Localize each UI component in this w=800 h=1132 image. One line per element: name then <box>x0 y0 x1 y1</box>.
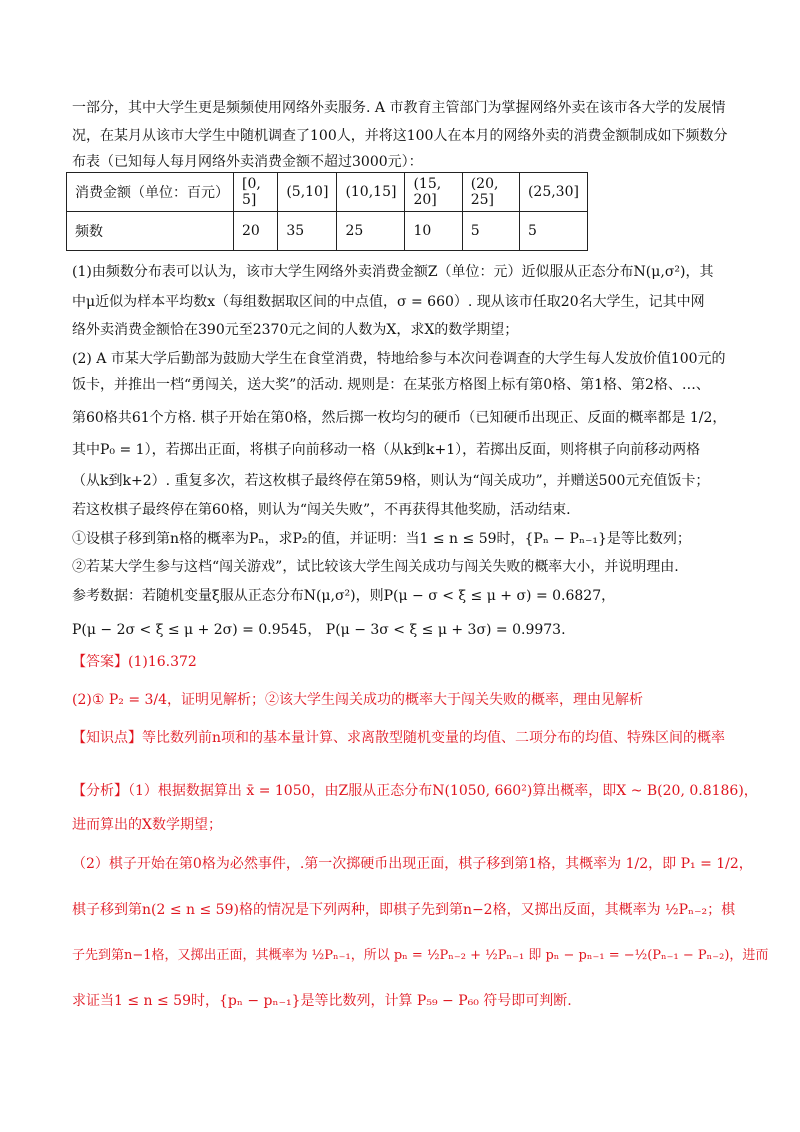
intro-line-1: 一部分，其中大学生更是频频使用网络外卖服务. A 市教育主管部门为掌握网络外卖在该市各大学的发展情 <box>72 100 726 116</box>
analysis-line-4: 棋子移到第n(2 ≤ n ≤ 59)格的情况是下列两种，即棋子先到第n−2格，又掷出反面，其概率为 ½Pₙ₋₂；棋 <box>72 902 736 918</box>
question-line-8: （从k到k+2）. 重复多次，若这枚棋子最终停在第59格，则认为“闯关成功”，并赠送500元充值饭卡； <box>72 473 710 489</box>
analysis-line-1: 【分析】（1）根据数据算出 x̄ = 1050，由Z服从正态分布N(1050, 660²)算出概率，即X ~ B(20, 0.8186)， <box>72 783 758 799</box>
table-cell: 5 <box>462 212 519 251</box>
frequency-table <box>66 172 588 251</box>
table-cell: (20, 25] <box>462 173 519 212</box>
question-line-4: (2) A 市某大学后勤部为鼓励大学生在食堂消费，特地给参与本次问卷调查的大学生每人发放价值100元的 <box>72 351 726 367</box>
table-cell: 10 <box>405 212 462 251</box>
question-line-7: 其中P₀ = 1），若掷出正面，将棋子向前移动一格（从k到k+1），若掷出反面，则将棋子向前移动两格 <box>72 442 701 458</box>
table-cell: (15, 20] <box>405 173 462 212</box>
question-line-2: 中μ近似为样本平均数x（每组数据取区间的中点值，σ = 660）. 现从该市任取20名大学生，记其中网 <box>72 294 705 310</box>
question-line-13: P(μ − 2σ < ξ ≤ μ + 2σ) = 0.9545， P(μ − 3σ < ξ ≤ μ + 3σ) = 0.9973. <box>72 622 566 638</box>
answer-line-2: (2)① P₂ = 3/4，证明见解析；②该大学生闯关成功的概率大于闯关失败的概率，理由见解析 <box>72 692 644 708</box>
table-cell: 35 <box>278 212 337 251</box>
answer-line: 【答案】(1)16.372 <box>72 654 197 670</box>
question-line-10: ①设棋子移到第n格的概率为Pₙ，求P₂的值，并证明：当1 ≤ n ≤ 59时，{Pₙ − Pₙ₋₁}是等比数列； <box>72 531 691 547</box>
knowledge-point: 【知识点】等比数列前n项和的基本量计算、求离散型随机变量的均值、二项分布的均值、特殊区间的概率 <box>72 730 726 746</box>
question-line-11: ②若某大学生参与这档“闯关游戏”，试比较该大学生闯关成功与闯关失败的概率大小，并说明理由. <box>72 559 679 575</box>
table-cell: (25,30] <box>519 173 587 212</box>
intro-line-3: 布表（已知每人每月网络外卖消费金额不超过3000元）： <box>72 154 423 170</box>
question-line-6: 第60格共61个方格. 棋子开始在第0格，然后掷一枚均匀的硬币（已知硬币出现正、反面的概率都是 1/2， <box>72 410 727 426</box>
intro-line-2: 况，在某月从该市大学生中随机调查了100人，并将这100人在本月的网络外卖的消费金额制成如下频数分 <box>72 128 728 144</box>
table-cell: (10,15] <box>337 173 405 212</box>
table-cell: 5 <box>519 212 587 251</box>
table-cell: [0, 5] <box>234 173 278 212</box>
question-line-12: 参考数据：若随机变量ξ服从正态分布N(μ,σ²)，则P(μ − σ < ξ ≤ μ + σ) = 0.6827， <box>72 588 616 604</box>
analysis-line-6: 求证当1 ≤ n ≤ 59时，{pₙ − pₙ₋₁}是等比数列，计算 P₅₉ − P₆₀ 符号即可判断. <box>72 993 572 1009</box>
question-line-9: 若这枚棋子最终停在第60格，则认为“闯关失败”，不再获得其他奖励，活动结束. <box>72 502 571 518</box>
table-cell: 20 <box>234 212 278 251</box>
analysis-line-3: （2）棋子开始在第0格为必然事件，.第一次掷硬币出现正面，棋子移到第1格，其概率为 1/2，即 P₁ = 1/2， <box>72 856 753 872</box>
question-line-1: (1)由频数分布表可以认为，该市大学生网络外卖消费金额Z（单位：元）近似服从正态分布N(μ,σ²)，其 <box>72 264 714 280</box>
table-row <box>67 173 588 212</box>
table-cell: 25 <box>337 212 405 251</box>
table-cell: (5,10] <box>278 173 337 212</box>
table-row-header: 频数 <box>67 212 234 251</box>
table-row-header: 消费金额（单位：百元） <box>67 173 234 212</box>
table-row <box>67 212 588 251</box>
question-line-5: 饭卡，并推出一档“勇闯关，送大奖”的活动. 规则是：在某张方格图上标有第0格、第1格、第2格、…、 <box>72 377 710 393</box>
question-line-3: 络外卖消费金额恰在390元至2370元之间的人数为X，求X的数学期望； <box>72 322 519 338</box>
analysis-line-2: 进而算出的X数学期望； <box>72 817 222 833</box>
analysis-line-5: 子先到第n−1格，又掷出正面，其概率为 ½Pₙ₋₁，所以 pₙ = ½Pₙ₋₂ + ½Pₙ₋₁ 即 pₙ − pₙ₋₁ = −½(Pₙ₋₁ − Pₙ₋₂)，进而 <box>72 948 769 963</box>
